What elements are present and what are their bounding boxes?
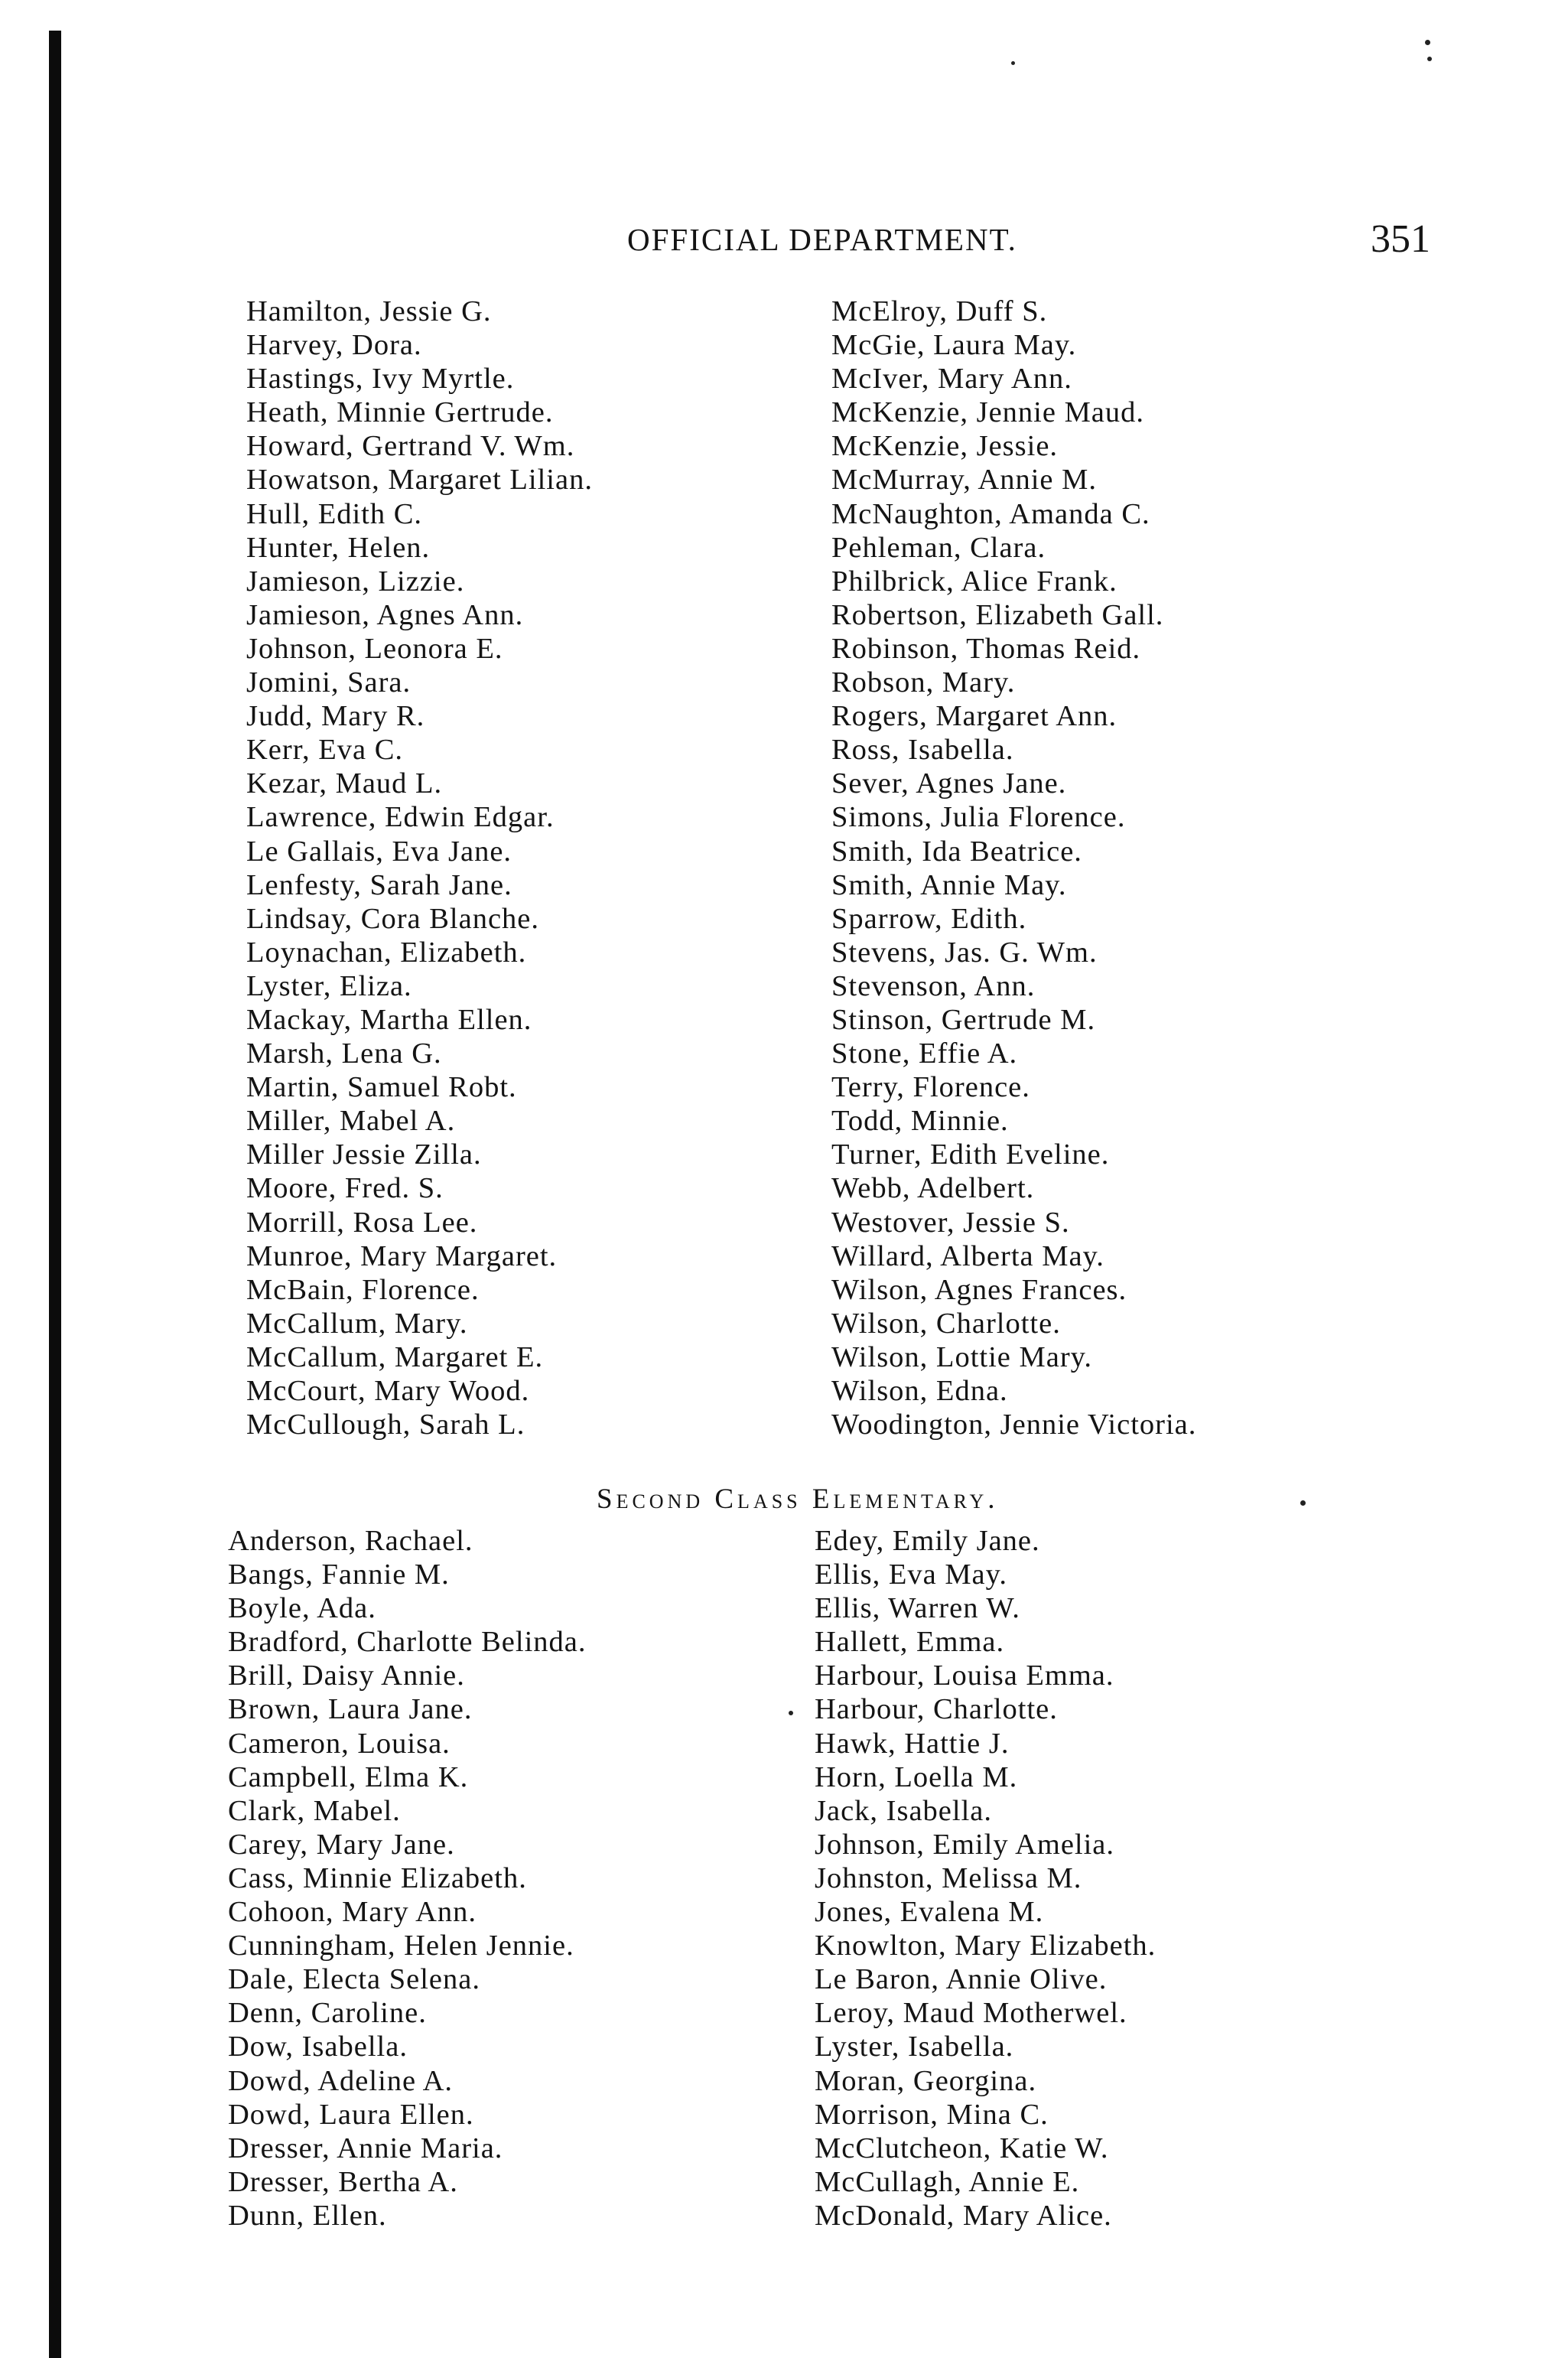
name-entry: Jamieson, Agnes Ann. xyxy=(246,598,524,631)
name-entry: Dresser, Annie Maria. xyxy=(228,2132,503,2164)
name-entry: Wilson, Edna. xyxy=(831,1375,1008,1407)
name-entry: McClutcheon, Katie W. xyxy=(815,2132,1109,2164)
name-entry: Bangs, Fannie M. xyxy=(228,1558,450,1591)
name-entry: Knowlton, Mary Elizabeth. xyxy=(815,1930,1156,1962)
second-class-left-column xyxy=(228,1524,587,2233)
name-entry: Sever, Agnes Jane. xyxy=(831,767,1067,800)
print-speck xyxy=(1300,1500,1306,1506)
name-entry: Wilson, Agnes Frances. xyxy=(831,1273,1127,1306)
name-entry: Horn, Loella M. xyxy=(815,1760,1018,1793)
name-entry: Le Gallais, Eva Jane. xyxy=(246,835,512,868)
name-entry: Denn, Caroline. xyxy=(228,1997,427,2030)
name-entry: Moran, Georgina. xyxy=(815,2064,1037,2097)
name-entry: Dowd, Laura Ellen. xyxy=(228,2098,474,2131)
name-entry: McGie, Laura May. xyxy=(831,329,1077,362)
name-entry: Simons, Julia Florence. xyxy=(831,801,1126,834)
name-entry: Dunn, Ellen. xyxy=(228,2199,387,2232)
name-entry: Morrill, Rosa Lee. xyxy=(246,1206,478,1239)
name-entry: Woodington, Jennie Victoria. xyxy=(831,1409,1197,1441)
name-entry: Terry, Florence. xyxy=(831,1071,1030,1104)
name-entry: McCallum, Margaret E. xyxy=(246,1340,544,1373)
name-entry: Johnson, Leonora E. xyxy=(246,632,503,665)
name-entry: Howard, Gertrand V. Wm. xyxy=(246,430,575,463)
name-entry: Westover, Jessie S. xyxy=(831,1206,1070,1239)
name-entry: Johnson, Emily Amelia. xyxy=(815,1828,1115,1861)
name-entry: Loynachan, Elizabeth. xyxy=(246,936,527,969)
name-entry: Robson, Mary. xyxy=(831,666,1016,699)
name-entry: Hunter, Helen. xyxy=(246,531,431,564)
name-entry: Jones, Evalena M. xyxy=(815,1896,1044,1929)
name-entry: Dow, Isabella. xyxy=(228,2031,408,2063)
name-entry: Jack, Isabella. xyxy=(815,1794,992,1827)
name-entry: Ross, Isabella. xyxy=(831,734,1014,767)
name-entry: Dresser, Bertha A. xyxy=(228,2165,458,2198)
name-entry: Judd, Mary R. xyxy=(246,700,425,733)
name-entry: Dowd, Adeline A. xyxy=(228,2064,454,2097)
name-entry: Willard, Alberta May. xyxy=(831,1239,1104,1272)
name-entry: Webb, Adelbert. xyxy=(831,1172,1035,1205)
name-entry: Rogers, Margaret Ann. xyxy=(831,700,1117,733)
name-entry: Miller Jessie Zilla. xyxy=(246,1138,482,1171)
name-entry: Heath, Minnie Gertrude. xyxy=(246,396,554,429)
name-entry: Hamilton, Jessie G. xyxy=(246,295,492,327)
names-list-right-column xyxy=(831,295,1196,1441)
name-entry: Le Baron, Annie Olive. xyxy=(815,1963,1108,1996)
name-entry: Kerr, Eva C. xyxy=(246,734,404,767)
section-heading-second-class-elementary: Second Class Elementary. xyxy=(597,1484,999,1515)
name-entry: Johnston, Melissa M. xyxy=(815,1861,1082,1894)
name-entry: Philbrick, Alice Frank. xyxy=(831,565,1117,598)
name-entry: Smith, Ida Beatrice. xyxy=(831,835,1082,868)
name-entry: Jomini, Sara. xyxy=(246,666,412,699)
name-entry: McCullough, Sarah L. xyxy=(246,1409,525,1441)
print-speck xyxy=(1011,61,1015,65)
name-entry: Todd, Minnie. xyxy=(831,1105,1009,1138)
name-entry: Lenfesty, Sarah Jane. xyxy=(246,868,512,901)
name-entry: Marsh, Lena G. xyxy=(246,1037,442,1070)
names-list-left-column xyxy=(246,295,593,1441)
print-speck xyxy=(789,1711,793,1715)
name-entry: Edey, Emily Jane. xyxy=(815,1525,1040,1557)
name-entry: Jamieson, Lizzie. xyxy=(246,565,465,598)
name-entry: Cameron, Louisa. xyxy=(228,1727,451,1760)
name-entry: Kezar, Maud L. xyxy=(246,767,443,800)
name-entry: McIver, Mary Ann. xyxy=(831,363,1072,396)
name-entry: Lyster, Eliza. xyxy=(246,969,412,1002)
name-entry: Boyle, Ada. xyxy=(228,1592,376,1625)
name-entry: Howatson, Margaret Lilian. xyxy=(246,464,593,497)
print-speck xyxy=(1427,57,1432,61)
name-entry: Hull, Edith C. xyxy=(246,497,423,530)
name-entry: Munroe, Mary Margaret. xyxy=(246,1239,558,1272)
name-entry: Sparrow, Edith. xyxy=(831,902,1027,935)
name-entry: Harbour, Charlotte. xyxy=(815,1693,1058,1726)
name-entry: Ellis, Eva May. xyxy=(815,1558,1008,1591)
name-entry: Stevens, Jas. G. Wm. xyxy=(831,936,1098,969)
name-entry: Ellis, Warren W. xyxy=(815,1592,1020,1625)
name-entry: Cohoon, Mary Ann. xyxy=(228,1896,477,1929)
name-entry: Harbour, Louisa Emma. xyxy=(815,1659,1114,1692)
name-entry: McCallum, Mary. xyxy=(246,1307,468,1340)
name-entry: Stone, Effie A. xyxy=(831,1037,1018,1070)
name-entry: Wilson, Lottie Mary. xyxy=(831,1340,1093,1373)
name-entry: McCullagh, Annie E. xyxy=(815,2165,1080,2198)
name-entry: Carey, Mary Jane. xyxy=(228,1828,455,1861)
name-entry: Smith, Annie May. xyxy=(831,868,1067,901)
name-entry: Dale, Electa Selena. xyxy=(228,1963,480,1996)
running-head: OFFICIAL DEPARTMENT. xyxy=(627,222,1017,257)
name-entry: Hallett, Emma. xyxy=(815,1626,1005,1659)
print-speck xyxy=(1425,40,1430,45)
name-entry: Brown, Laura Jane. xyxy=(228,1693,473,1726)
page-header xyxy=(627,213,1430,266)
name-entry: Robinson, Thomas Reid. xyxy=(831,632,1141,665)
name-entry: Mackay, Martha Ellen. xyxy=(246,1003,532,1036)
name-entry: Harvey, Dora. xyxy=(246,329,422,362)
name-entry: Turner, Edith Eveline. xyxy=(831,1138,1110,1171)
name-entry: Lindsay, Cora Blanche. xyxy=(246,902,540,935)
name-entry: Robertson, Elizabeth Gall. xyxy=(831,598,1164,631)
name-entry: Morrison, Mina C. xyxy=(815,2098,1049,2131)
name-entry: Stevenson, Ann. xyxy=(831,969,1036,1002)
name-entry: McDonald, Mary Alice. xyxy=(815,2199,1112,2232)
name-entry: Campbell, Elma K. xyxy=(228,1760,469,1793)
name-entry: Cunningham, Helen Jennie. xyxy=(228,1930,574,1962)
name-entry: Lyster, Isabella. xyxy=(815,2031,1014,2063)
name-entry: McCourt, Mary Wood. xyxy=(246,1375,530,1407)
name-entry: Moore, Fred. S. xyxy=(246,1172,444,1205)
name-entry: Cass, Minnie Elizabeth. xyxy=(228,1861,527,1894)
name-entry: Brill, Daisy Annie. xyxy=(228,1659,465,1692)
page-binding-edge xyxy=(49,31,61,2358)
name-entry: Lawrence, Edwin Edgar. xyxy=(246,801,555,834)
name-entry: Pehleman, Clara. xyxy=(831,531,1046,564)
name-entry: Miller, Mabel A. xyxy=(246,1105,456,1138)
name-entry: McNaughton, Amanda C. xyxy=(831,497,1150,530)
name-entry: McBain, Florence. xyxy=(246,1273,480,1306)
name-entry: Martin, Samuel Robt. xyxy=(246,1071,517,1104)
page-number: 351 xyxy=(1371,217,1430,261)
name-entry: Hastings, Ivy Myrtle. xyxy=(246,363,515,396)
name-entry: McKenzie, Jennie Maud. xyxy=(831,396,1145,429)
name-entry: Anderson, Rachael. xyxy=(228,1525,473,1557)
second-class-right-column xyxy=(815,1524,1156,2233)
name-entry: Stinson, Gertrude M. xyxy=(831,1003,1096,1036)
name-entry: McKenzie, Jessie. xyxy=(831,430,1059,463)
name-entry: Clark, Mabel. xyxy=(228,1794,401,1827)
name-entry: McMurray, Annie M. xyxy=(831,464,1097,497)
name-entry: McElroy, Duff S. xyxy=(831,295,1048,327)
name-entry: Wilson, Charlotte. xyxy=(831,1307,1061,1340)
name-entry: Bradford, Charlotte Belinda. xyxy=(228,1626,587,1659)
name-entry: Leroy, Maud Motherwel. xyxy=(815,1997,1127,2030)
name-entry: Hawk, Hattie J. xyxy=(815,1727,1010,1760)
